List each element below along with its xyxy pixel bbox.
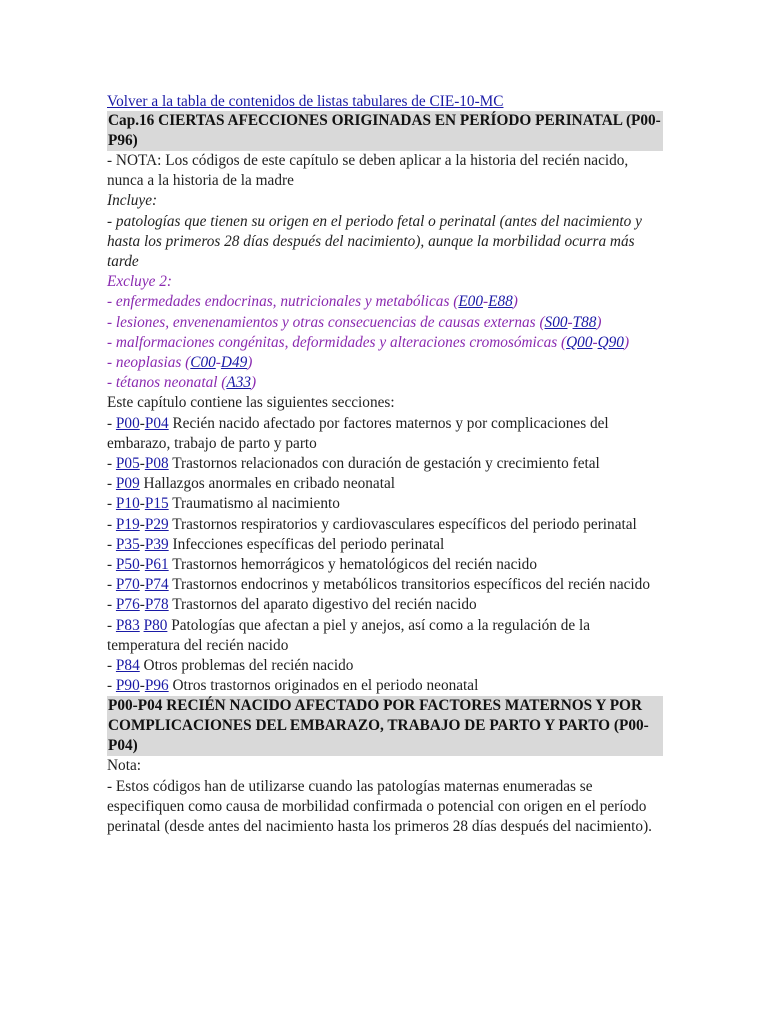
section-item: - P00-P04 Recién nacido afectado por factores maternos y por complicaciones del embarazo, trabajo de parto y parto <box>107 414 609 452</box>
exclude-text: - neoplasias ( <box>107 354 191 372</box>
exclude-text: - lesiones, envenenamientos y otras consecuencias de causas externas ( <box>107 313 545 331</box>
exclude-item: - enfermedades endocrinas, nutricionales y metabólicas (E00-E88) <box>107 293 518 311</box>
excluye-label: Excluye 2: <box>107 273 172 291</box>
section-item: - P09 Hallazgos anormales en cribado neonatal <box>107 475 396 493</box>
code-link[interactable]: Q90 <box>597 333 624 351</box>
code-link[interactable]: Q00 <box>566 333 593 351</box>
section-text: Otros problemas del recién nacido <box>139 657 354 675</box>
section-item: - P19-P29 Trastornos respiratorios y cardiovasculares específicos del periodo perinatal <box>107 515 637 533</box>
nota2-label: Nota: <box>107 757 141 775</box>
code-link[interactable]: P09 <box>115 475 140 493</box>
section-item: - P84 Otros problemas del recién nacido <box>107 657 354 675</box>
code-link[interactable]: A33 <box>226 374 252 392</box>
code-sep: - <box>139 414 145 432</box>
code-link[interactable]: E88 <box>488 293 513 311</box>
nota-text: - NOTA: Los códigos de este capítulo se deben aplicar a la historia del recién nacido, nunca a la historia de la madre <box>107 152 629 190</box>
code-link[interactable]: C00 <box>190 354 216 372</box>
code-sep: - <box>139 556 145 574</box>
section-item: - P50-P61 Trastornos hemorrágicos y hematológicos del recién nacido <box>107 556 537 574</box>
code-link[interactable]: D49 <box>220 354 248 372</box>
section-text: Otros trastornos originados en el periodo neonatal <box>168 677 479 695</box>
section-text: Recién nacido afectado por factores maternos y por complicaciones del embarazo, trabajo de parto y parto <box>107 414 609 452</box>
code-link[interactable]: P35 <box>115 535 140 553</box>
code-link[interactable]: P00 <box>115 414 140 432</box>
exclude-item: - lesiones, envenenamientos y otras consecuencias de causas externas (S00-T88) <box>107 313 602 331</box>
code-link[interactable]: P10 <box>115 495 140 513</box>
exclude-end: ) <box>512 293 518 311</box>
exclude-item <box>107 373 663 393</box>
code-link[interactable]: P05 <box>115 455 140 473</box>
incluye-text: - patologías que tienen su origen en el periodo fetal o perinatal (antes del nacimiento y hasta los primeros 28 días después del nacimiento), aunque la morbilidad ocurra más tarde <box>107 212 642 271</box>
section-text: Trastornos relacionados con duración de gestación y crecimiento fetal <box>168 455 600 473</box>
code-sep: - <box>139 677 145 695</box>
exclude-end: ) <box>596 313 602 331</box>
code-link[interactable]: P29 <box>144 515 169 533</box>
exclude-text: - malformaciones congénitas, deformidades y alteraciones cromosómicas ( <box>107 333 567 351</box>
section-item: - P35-P39 Infecciones específicas del periodo perinatal <box>107 535 445 553</box>
exclude-item: - malformaciones congénitas, deformidades y alteraciones cromosómicas (Q00-Q90) <box>107 333 630 351</box>
section-text: Trastornos respiratorios y cardiovasculares específicos del periodo perinatal <box>168 515 637 533</box>
code-link[interactable]: P15 <box>144 495 169 513</box>
section-text: Patologías que afectan a piel y anejos, así como a la regulación de la temperatura del recién nacido <box>107 616 591 654</box>
code-link[interactable]: P80 <box>143 616 168 634</box>
code-link[interactable]: P19 <box>115 515 140 533</box>
code-link[interactable]: P04 <box>144 414 169 432</box>
section-item: - P90-P96 Otros trastornos originados en el periodo neonatal <box>107 677 479 695</box>
code-sep: - <box>139 495 145 513</box>
code-link[interactable]: T88 <box>572 313 597 331</box>
section-heading: P00-P04 RECIÉN NACIDO AFECTADO POR FACTORES MATERNOS Y POR COMPLICACIONES DEL EMBARAZO, TRABAJO DE PARTO Y PARTO (P00-P04) <box>107 696 663 756</box>
exclude-end: ) <box>251 374 257 392</box>
exclude-end: ) <box>247 354 253 372</box>
chapter-heading: Cap.16 CIERTAS AFECCIONES ORIGINADAS EN PERÍODO PERINATAL (P00-P96) <box>107 111 663 151</box>
code-link[interactable]: P96 <box>144 677 169 695</box>
section-text: Trastornos del aparato digestivo del recién nacido <box>168 596 477 614</box>
code-sep: - <box>139 535 145 553</box>
code-link[interactable]: P74 <box>144 576 169 594</box>
code-link[interactable]: P83 <box>115 616 140 634</box>
nota2-text: - Estos códigos han de utilizarse cuando las patologías maternas enumeradas se especifiquen como causa de morbilidad confirmada o potencial con origen en el período perinatal (desde antes del nacimiento hasta los primeros 28 días después del nacimiento). <box>107 777 652 836</box>
code-link[interactable]: P78 <box>144 596 169 614</box>
code-link[interactable]: P08 <box>144 455 169 473</box>
sections-intro: Este capítulo contiene las siguientes secciones: <box>107 394 395 412</box>
document-page <box>107 93 663 837</box>
code-sep: - <box>139 596 145 614</box>
section-text: Hallazgos anormales en cribado neonatal <box>139 475 396 493</box>
section-item: - P10-P15 Traumatismo al nacimiento <box>107 495 340 513</box>
section-item: - P76-P78 Trastornos del aparato digestivo del recién nacido <box>107 596 477 614</box>
section-text: Trastornos endocrinos y metabólicos transitorios específicos del recién nacido <box>168 576 650 594</box>
section-text: Trastornos hemorrágicos y hematológicos del recién nacido <box>168 556 537 574</box>
code-sep: - <box>139 576 145 594</box>
code-link[interactable]: P50 <box>115 556 140 574</box>
exclude-end: ) <box>623 333 630 351</box>
code-link[interactable]: P39 <box>144 535 169 553</box>
code-sep: - <box>139 515 145 533</box>
code-link[interactable]: P61 <box>144 556 169 574</box>
exclude-text: - tétanos neonatal ( <box>107 374 227 392</box>
code-link[interactable]: P76 <box>115 596 140 614</box>
code-link[interactable]: E00 <box>458 293 483 311</box>
code-link[interactable]: P70 <box>115 576 140 594</box>
back-link[interactable]: Volver a la tabla de contenidos de listas tabulares de CIE-10-MC <box>107 93 504 110</box>
section-item: - P05-P08 Trastornos relacionados con duración de gestación y crecimiento fetal <box>107 455 600 473</box>
section-text: Traumatismo al nacimiento <box>168 495 340 513</box>
section-item: - P83 P80 Patologías que afectan a piel y anejos, así como a la regulación de la temperatura del recién nacido <box>107 616 591 654</box>
code-link[interactable]: S00 <box>544 313 568 331</box>
section-text: Infecciones específicas del periodo perinatal <box>168 535 445 553</box>
incluye-label: Incluye: <box>107 192 158 210</box>
code-sep: - <box>139 455 145 473</box>
section-item: - P70-P74 Trastornos endocrinos y metabólicos transitorios específicos del recién nacido <box>107 576 650 594</box>
exclude-item: - neoplasias (C00-D49) <box>107 354 253 372</box>
code-link[interactable]: P84 <box>115 657 140 675</box>
code-link[interactable]: P90 <box>115 677 140 695</box>
back-link-line <box>107 93 663 111</box>
exclude-text: - enfermedades endocrinas, nutricionales y metabólicas ( <box>107 293 459 311</box>
